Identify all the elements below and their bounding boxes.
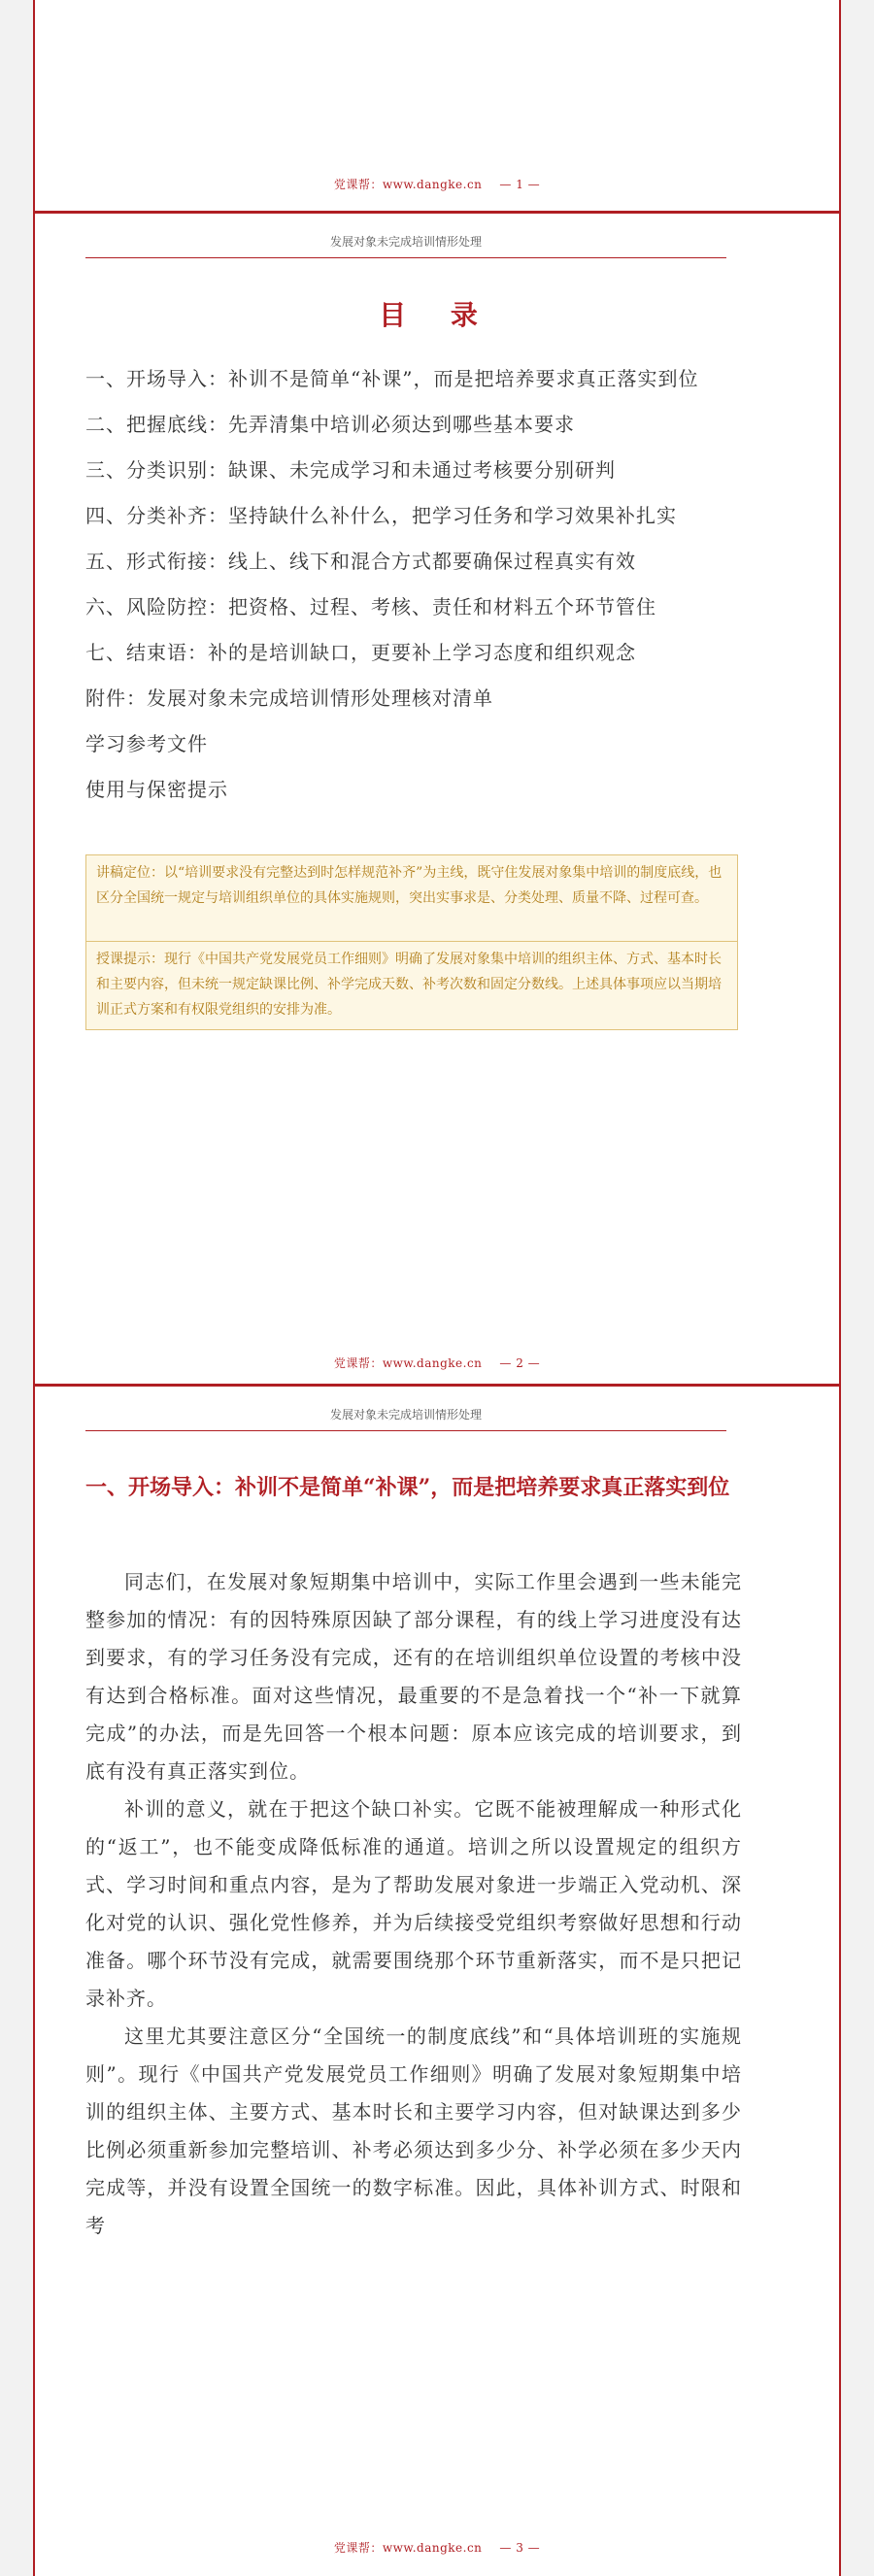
section-body — [85, 1563, 742, 2245]
running-header: 发展对象未完成培训情形处理 — [85, 233, 726, 258]
section-heading: 一、开场导入：补训不是简单“补课”，而是把培养要求真正落实到位 — [85, 1475, 730, 1500]
page-footer — [35, 2539, 839, 2556]
page-footer — [35, 176, 839, 192]
footer-page-number: — 3 — — [499, 2541, 541, 2555]
paragraph: 补训的意义，就在于把这个缺口补实。它既不能被理解成一种形式化的“返工”，也不能变成降低标准的通道。培训之所以设置规定的组织方式、学习时间和重点内容，是为了帮助发展对象进一步端正入党动机、深化对党的认识、强化党性修养，并为后续接受党组织考察做好思想和行动准备。哪个环节没有完成，就需要围绕那个环节重新落实，而不是只把记录补齐。 — [85, 1797, 742, 2010]
toc-item[interactable]: 二、把握底线：先弄清集中培训必须达到哪些基本要求 — [85, 413, 575, 436]
toc-item[interactable]: 一、开场导入：补训不是简单“补课”，而是把培养要求真正落实到位 — [85, 367, 699, 390]
toc-title: 目 录 — [379, 299, 495, 331]
toc-item[interactable]: 六、风险防控：把资格、过程、考核、责任和材料五个环节管住 — [85, 595, 656, 619]
toc-item[interactable]: 三、分类识别：缺课、未完成学习和未通过考核要分别研判 — [85, 458, 616, 482]
toc-list — [85, 356, 742, 813]
toc-item[interactable]: 四、分类补齐：坚持缺什么补什么，把学习任务和学习效果补扎实 — [85, 504, 677, 527]
footer-site: 党课帮：www.dangke.cn — [333, 1356, 483, 1370]
page-1 — [33, 0, 841, 211]
toc-item[interactable]: 五、形式衔接：线上、线下和混合方式都要确保过程真实有效 — [85, 550, 636, 573]
page-3 — [33, 1387, 841, 2576]
page-2 — [33, 214, 841, 1398]
footer-page-number: — 2 — — [499, 1356, 541, 1370]
footer-page-number: — 1 — — [499, 178, 541, 191]
paragraph: 这里尤其要注意区分“全国统一的制度底线”和“具体培训班的实施规则”。现行《中国共产党发展党员工作细则》明确了发展对象短期集中培训的组织主体、主要方式、基本时长和主要学习内容，但对缺课达到多少比例必须重新参加完整培训、补考必须达到多少分、补学必须在多少天内完成等，并没有设置全国统一的数字标准。因此，具体补训方式、时限和考 — [85, 2024, 742, 2237]
toc-item[interactable]: 学习参考文件 — [85, 732, 208, 755]
footer-site: 党课帮：www.dangke.cn — [333, 2541, 483, 2555]
page-footer — [35, 1355, 839, 1371]
paragraph: 同志们，在发展对象短期集中培训中，实际工作里会遇到一些未能完整参加的情况：有的因特殊原因缺了部分课程，有的线上学习进度没有达到要求，有的学习任务没有完成，还有的在培训组织单位设置的考核中没有达到合格标准。面对这些情况，最重要的不是急着找一个“补一下就算完成”的办法，而是先回答一个根本问题：原本应该完成的培训要求，到底有没有真正落实到位。 — [85, 1570, 742, 1783]
positioning-note: 讲稿定位：以“培训要求没有完整达到时怎样规范补齐”为主线，既守住发展对象集中培训的制度底线，也区分全国统一规定与培训组织单位的具体实施规则，突出实事求是、分类处理、质量不降、过程可查。 — [85, 854, 738, 942]
teaching-note: 授课提示：现行《中国共产党发展党员工作细则》明确了发展对象集中培训的组织主体、方式、基本时长和主要内容，但未统一规定缺课比例、补学完成天数、补考次数和固定分数线。上述具体事项应以当期培训正式方案和有权限党组织的安排为准。 — [85, 941, 738, 1030]
toc-item[interactable]: 七、结束语：补的是培训缺口，更要补上学习态度和组织观念 — [85, 641, 636, 664]
footer-site: 党课帮：www.dangke.cn — [333, 178, 483, 191]
toc-item[interactable]: 附件：发展对象未完成培训情形处理核对清单 — [85, 686, 493, 710]
running-header: 发展对象未完成培训情形处理 — [85, 1406, 726, 1431]
toc-item[interactable]: 使用与保密提示 — [85, 778, 228, 801]
